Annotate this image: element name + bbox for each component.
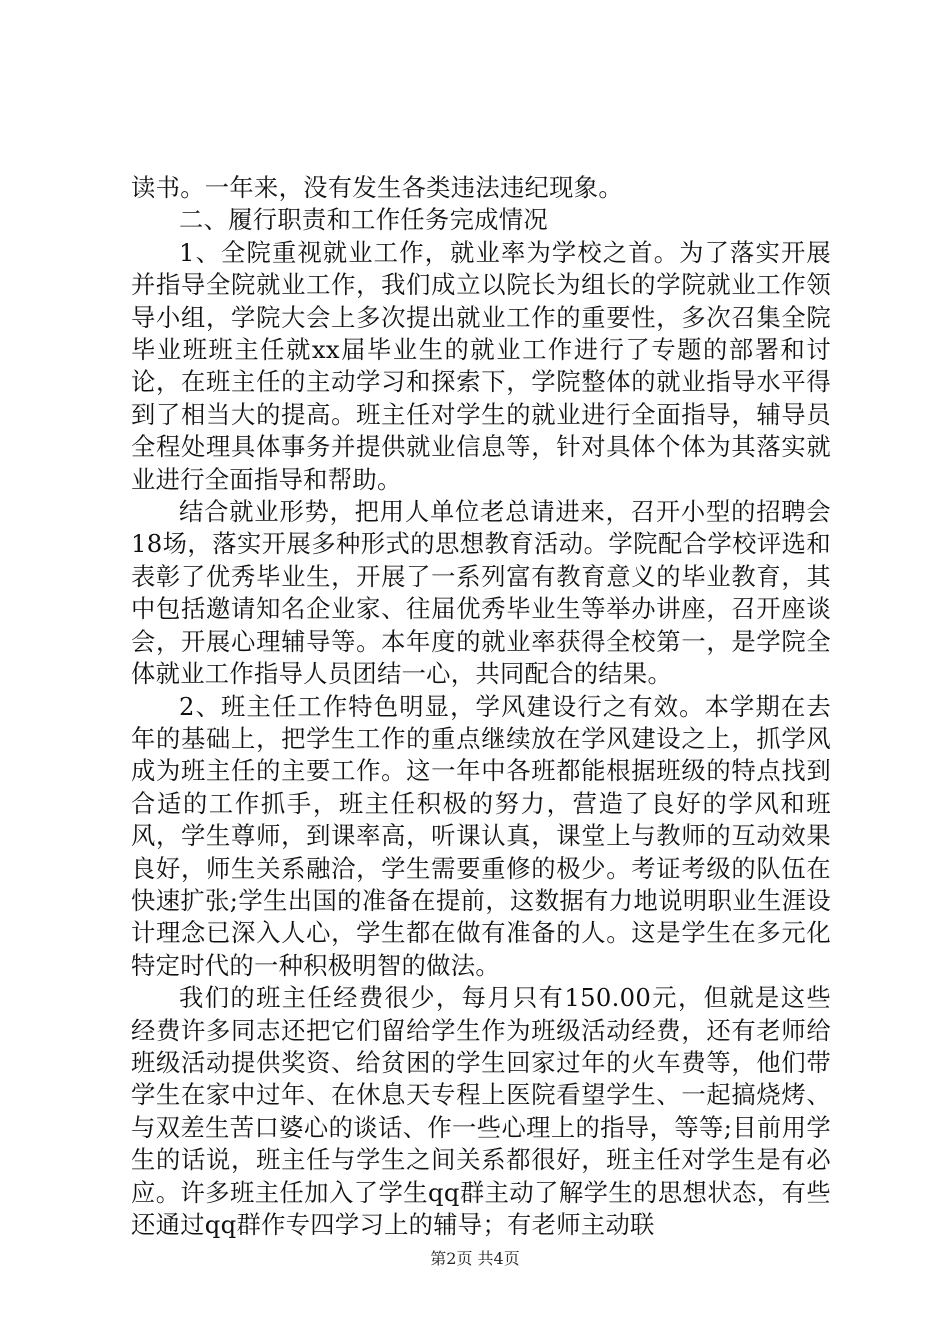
section-heading: 二、履行职责和工作任务完成情况: [179, 205, 548, 235]
page-footer: [0, 1246, 950, 1269]
paragraph-2: 1、全院重视就业工作，就业率为学校之首。为了落实开展并指导全院就业工作，我们成立以院长为组长的学院就业工作领导小组，学院大会上多次提出就业工作的重要性，多次召集全院毕业班班主任就xx届毕业生的就业工作进行了专题的部署和讨论，在班主任的主动学习和探索下，学院整体的就业指导水平得到了相当大的提高。班主任对学生的就业进行全面指导，辅导员全程处理具体事务并提供就业信息等，针对具体个体为其落实就业进行全面指导和帮助。: [131, 237, 831, 494]
paragraph-5: 我们的班主任经费很少，每月只有150.00元，但就是这些经费许多同志还把它们留给学生作为班级活动经费，还有老师给班级活动提供奖资、给贫困的学生回家过年的火车费等，他们带学生在家中过年、在休息天专程上医院看望学生、一起搞烧烤、与双差生苦口婆心的谈话、作一些心理上的指导，等等;目前用学生的话说，班主任与学生之间关系都很好，班主任对学生是有必应。许多班主任加入了学生qq群主动了解学生的思想状态，有些还通过qq群作专四学习上的辅导；有老师主动联: [131, 983, 831, 1239]
document-body: [131, 172, 831, 1241]
paragraph-4: 2、班主任工作特色明显，学风建设行之有效。本学期在去年的基础上，把学生工作的重点继续放在学风建设之上，抓学风成为班主任的主要工作。这一年中各班都能根据班级的特点找到合适的工作抓手，班主任积极的努力，营造了良好的学风和班风，学生尊师，到课率高，听课认真，课堂上与教师的互动效果良好，师生关系融洽，学生需要重修的极少。考证考级的队伍在快速扩张;学生出国的准备在提前，这数据有力地说明职业生涯设计理念已深入人心，学生都在做有准备的人。这是学生在多元化特定时代的一种积极明智的做法。: [131, 691, 831, 980]
paragraph-1: 读书。一年来，没有发生各类违法违纪现象。: [131, 173, 623, 202]
page-number-label: 第2页 共4页: [430, 1249, 520, 1268]
paragraph-3: 结合就业形势，把用人单位老总请进来，召开小型的招聘会18场，落实开展多种形式的思想教育活动。学院配合学校评选和表彰了优秀毕业生，开展了一系列富有教育意义的毕业教育，其中包括邀请知名企业家、往届优秀毕业生等举办讲座，召开座谈会，开展心理辅导等。本年度的就业率获得全校第一，是学院全体就业工作指导人员团结一心，共同配合的结果。: [131, 497, 831, 689]
